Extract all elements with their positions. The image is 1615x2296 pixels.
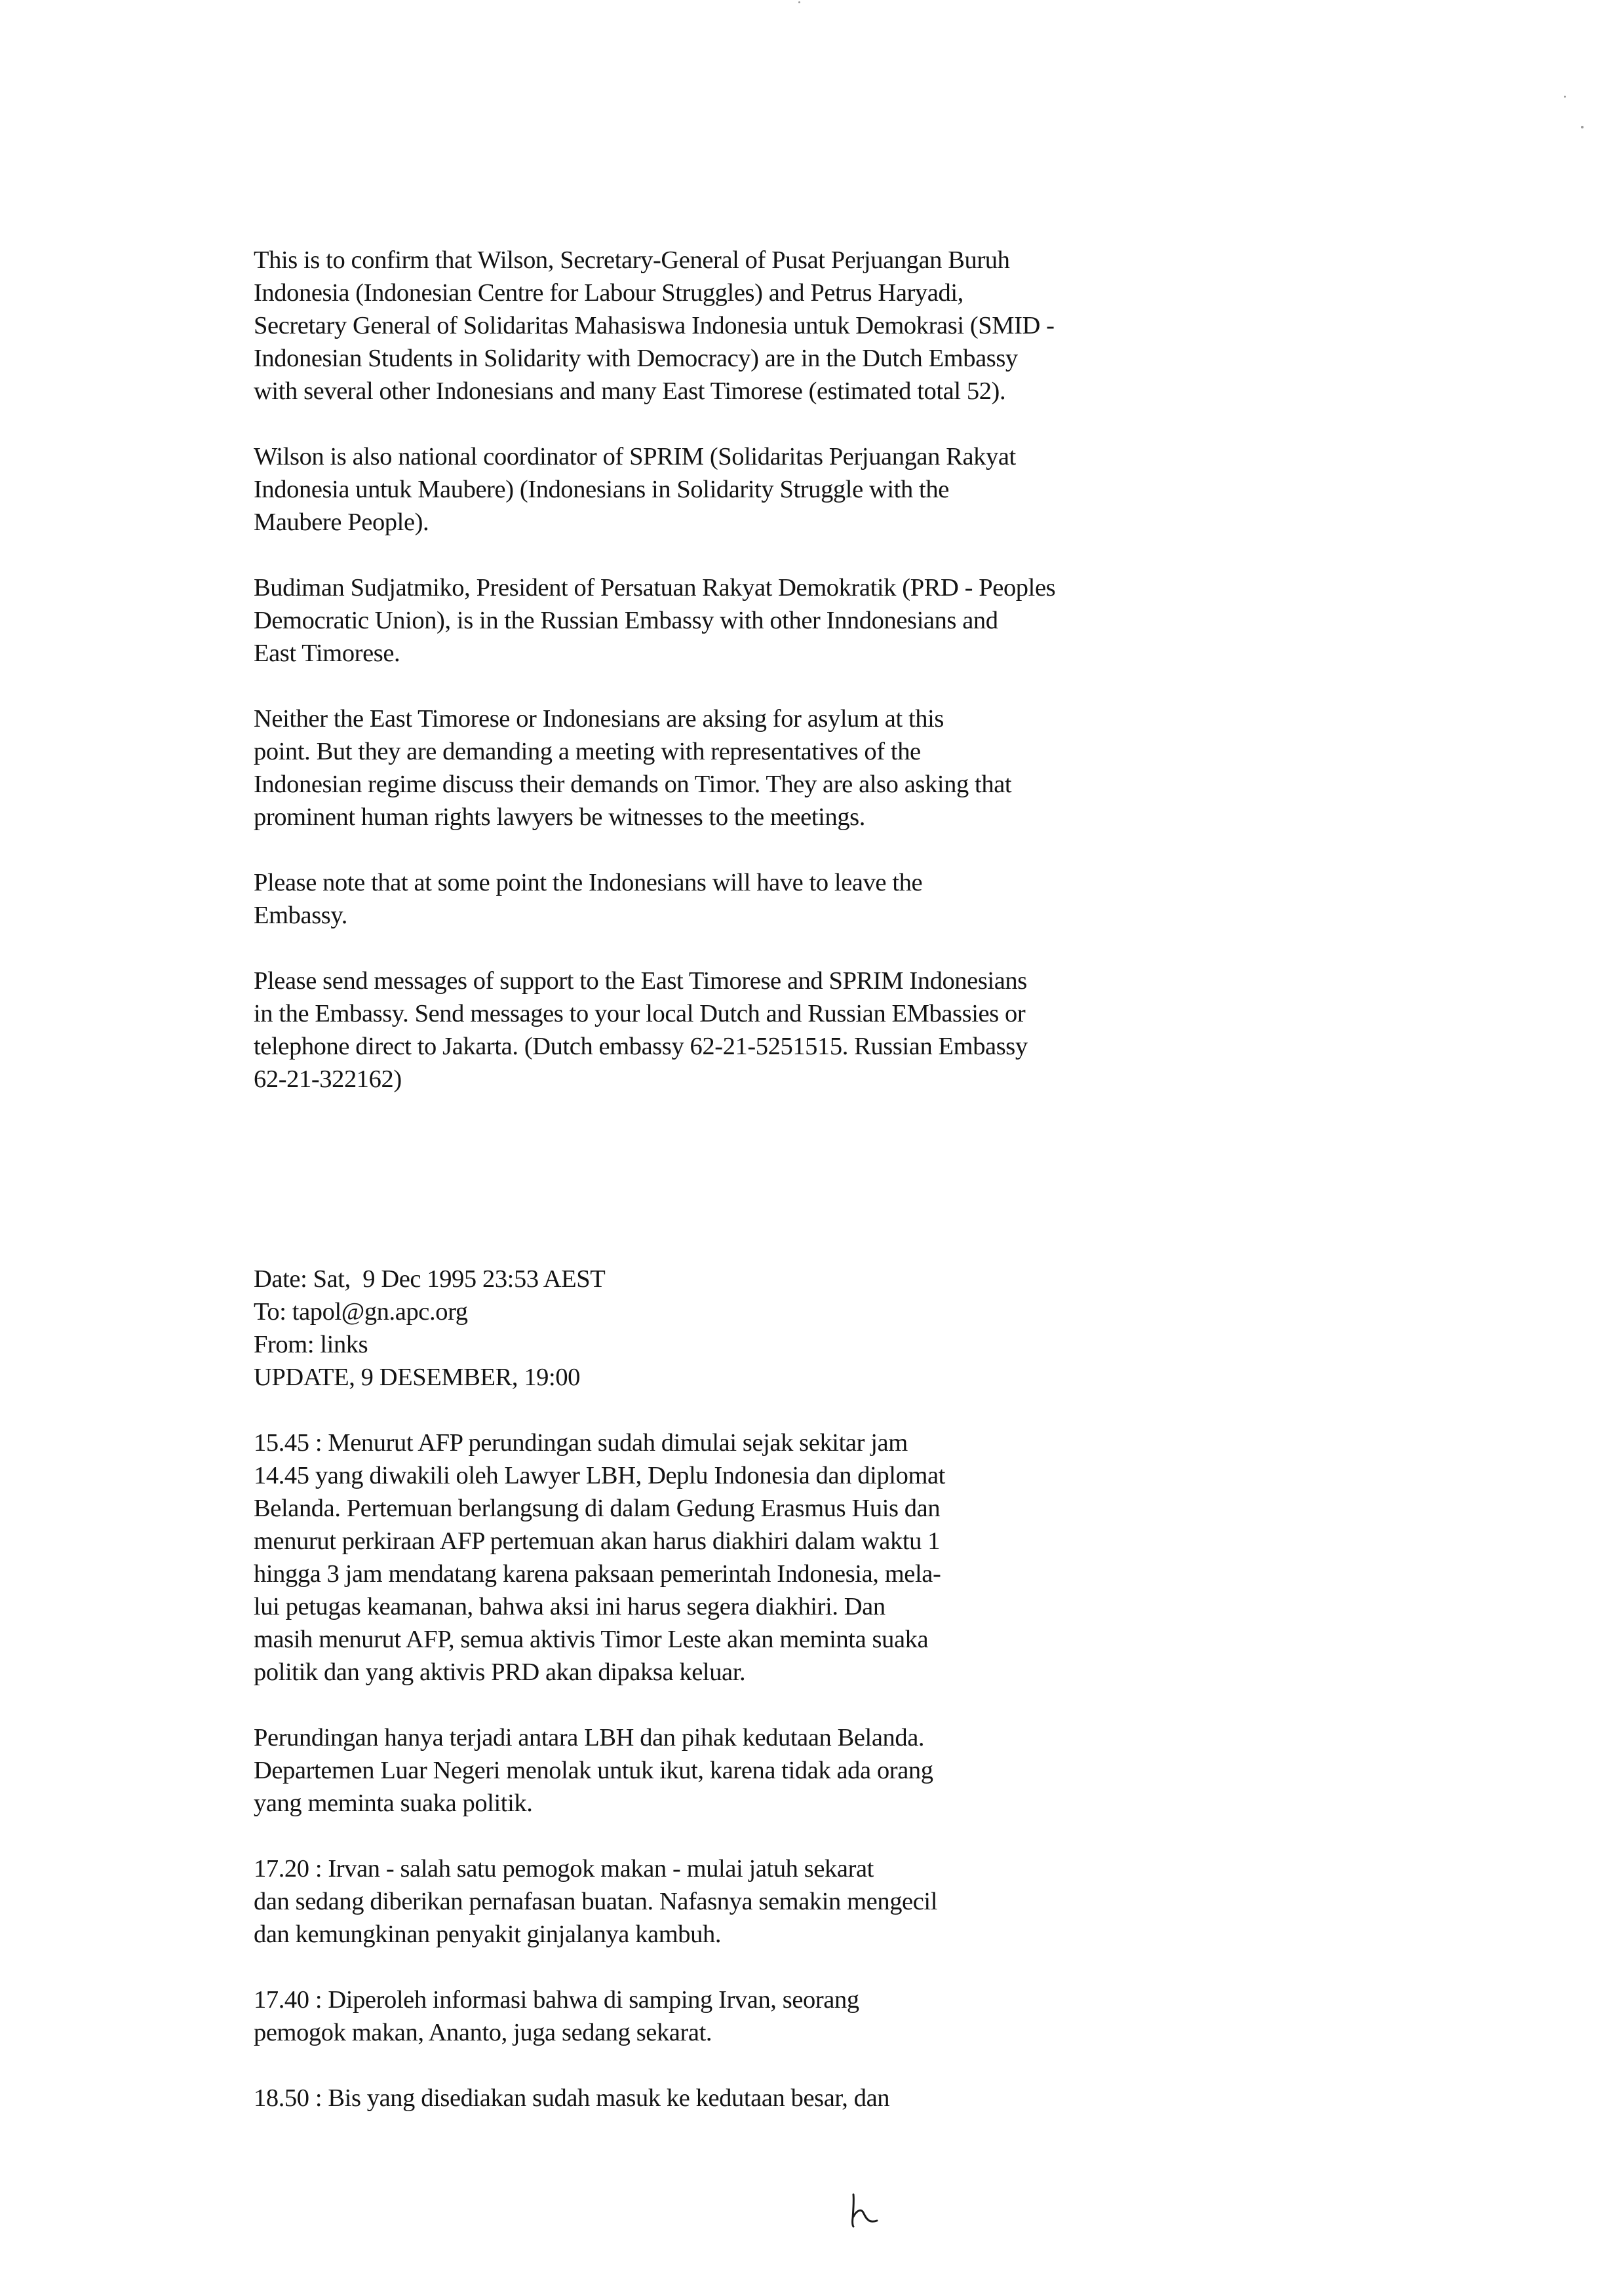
text-line: Embassy. — [254, 902, 347, 929]
paragraph-confirmation — [254, 244, 1055, 408]
text-line: Belanda. Pertemuan berlangsung di dalam Gedung Erasmus Huis dan — [254, 1495, 941, 1522]
text-line: 17.40 : Diperoleh informasi bahwa di samping Irvan, seorang — [254, 1986, 859, 2014]
text-line: yang meminta suaka politik. — [254, 1789, 533, 1817]
paragraph-asylum — [254, 702, 1011, 833]
scan-speck — [798, 1, 800, 3]
paragraph-negotiation — [254, 1721, 933, 1820]
handwritten-page-mark-icon — [846, 2192, 878, 2228]
text-line: Democratic Union), is in the Russian Embassy with other Inndonesians and — [254, 607, 998, 634]
text-line: Neither the East Timorese or Indonesians are aksing for asylum at this — [254, 705, 944, 733]
paragraph-budiman — [254, 571, 1055, 670]
paragraph-wilson-sprim — [254, 440, 1016, 539]
email-to: To: tapol@gn.apc.org — [254, 1298, 468, 1326]
text-line: 17.20 : Irvan - salah satu pemogok makan - mulai jatuh sekarat — [254, 1855, 874, 1883]
email-header — [254, 1263, 605, 1394]
text-line: prominent human rights lawyers be witnesses to the meetings. — [254, 803, 865, 831]
update-1740 — [254, 1983, 859, 2049]
text-line: politik dan yang aktivis PRD akan dipaksa keluar. — [254, 1658, 746, 1686]
text-line: menurut perkiraan AFP pertemuan akan harus diakhiri dalam waktu 1 — [254, 1527, 941, 1555]
update-1545 — [254, 1426, 945, 1689]
text-line: in the Embassy. Send messages to your local Dutch and Russian EMbassies or — [254, 1000, 1026, 1027]
text-line: Please note that at some point the Indonesians will have to leave the — [254, 869, 923, 896]
email-subject: UPDATE, 9 DESEMBER, 19:00 — [254, 1364, 581, 1391]
text-line: Indonesian Students in Solidarity with Democracy) are in the Dutch Embassy — [254, 345, 1018, 372]
text-line: hingga 3 jam mendatang karena paksaan pemerintah Indonesia, mela- — [254, 1560, 941, 1588]
text-line: 18.50 : Bis yang disediakan sudah masuk ke kedutaan besar, dan — [254, 2084, 890, 2112]
email-date: Date: Sat, 9 Dec 1995 23:53 AEST — [254, 1265, 606, 1293]
text-line: lui petugas keamanan, bahwa aksi ini harus segera diakhiri. Dan — [254, 1593, 885, 1620]
text-line: telephone direct to Jakarta. (Dutch embassy 62-21-5251515. Russian Embassy — [254, 1033, 1028, 1060]
text-line: point. But they are demanding a meeting with representatives of the — [254, 738, 921, 765]
text-line: Indonesian regime discuss their demands on Timor. They are also asking that — [254, 771, 1012, 798]
text-line: Secretary General of Solidaritas Mahasiswa Indonesia untuk Demokrasi (SMID - — [254, 312, 1055, 339]
scan-speck — [1564, 96, 1566, 98]
text-line: 15.45 : Menurut AFP perundingan sudah dimulai sejak sekitar jam — [254, 1429, 908, 1457]
text-line: Departemen Luar Negeri menolak untuk ikut, karena tidak ada orang — [254, 1757, 933, 1784]
text-line: dan kemungkinan penyakit ginjalanya kambuh. — [254, 1921, 722, 1948]
text-line: Budiman Sudjatmiko, President of Persatuan Rakyat Demokratik (PRD - Peoples — [254, 574, 1056, 602]
scan-speck — [1581, 126, 1584, 128]
email-from: From: links — [254, 1331, 368, 1358]
text-line: Indonesia untuk Maubere) (Indonesians in Solidarity Struggle with the — [254, 476, 949, 503]
text-line: 62-21-322162) — [254, 1065, 402, 1093]
text-line: Indonesia (Indonesian Centre for Labour Struggles) and Petrus Haryadi, — [254, 279, 963, 307]
text-line: masih menurut AFP, semua aktivis Timor Leste akan meminta suaka — [254, 1626, 929, 1653]
text-line: with several other Indonesians and many East Timorese (estimated total 52). — [254, 377, 1006, 405]
text-line: Wilson is also national coordinator of SPRIM (Solidaritas Perjuangan Rakyat — [254, 443, 1016, 470]
text-line: Maubere People). — [254, 508, 429, 536]
text-line: pemogok makan, Ananto, juga sedang sekarat. — [254, 2019, 712, 2046]
update-1850 — [254, 2082, 889, 2114]
paragraph-send-support — [254, 965, 1028, 1096]
update-1720 — [254, 1852, 937, 1951]
text-line: East Timorese. — [254, 640, 400, 667]
text-line: Please send messages of support to the East Timorese and SPRIM Indonesians — [254, 967, 1027, 995]
text-line: This is to confirm that Wilson, Secretary-General of Pusat Perjuangan Buruh — [254, 246, 1010, 274]
text-line: 14.45 yang diwakili oleh Lawyer LBH, Deplu Indonesia dan diplomat — [254, 1462, 945, 1489]
text-line: dan sedang diberikan pernafasan buatan. Nafasnya semakin mengecil — [254, 1888, 938, 1915]
text-line: Perundingan hanya terjadi antara LBH dan pihak kedutaan Belanda. — [254, 1724, 925, 1751]
paragraph-leave-embassy — [254, 866, 922, 932]
